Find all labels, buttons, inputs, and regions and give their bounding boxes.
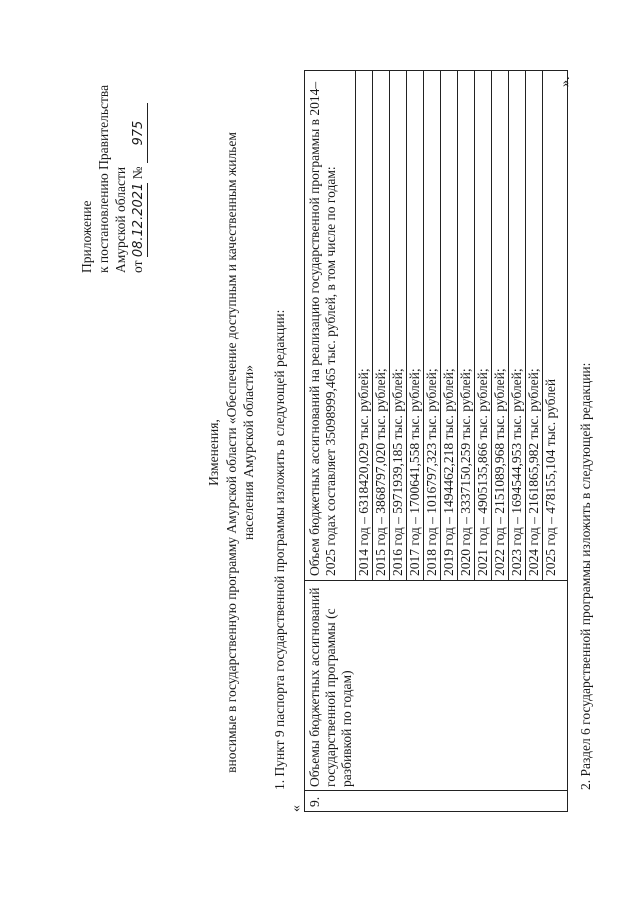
appendix-line-1: Приложение — [79, 200, 94, 273]
appendix-line-2: к постановлению Правительства — [96, 84, 111, 273]
year-row: 2018 год – 1016797,323 тыс. рублей; — [424, 368, 439, 576]
paragraph-1: 1. Пункт 9 паспорта государственной программы изложить в следующей редакции: — [272, 309, 287, 790]
row-name: Объемы бюджетных ассигнований государственной программы (с разбивкой по годам) — [307, 587, 354, 787]
year-row: 2017 год – 1700641,558 тыс. рублей; — [407, 368, 422, 576]
year-row: 2016 год – 5971939,185 тыс. рублей; — [390, 368, 405, 576]
document-subtitle-line-1: вносимые в государственную программу Амурской области «Обеспечение доступным и качественным жильем — [224, 132, 239, 773]
date-prefix: от — [130, 260, 145, 273]
appendix-line-3: Амурской области — [113, 166, 128, 273]
year-row: 2022 год – 2151089,968 тыс. рублей; — [492, 368, 507, 576]
number-prefix: № — [130, 166, 145, 180]
year-row: 2020 год – 3337150,259 тыс. рублей; — [458, 368, 473, 576]
year-row: 2025 год – 478155,104 тыс. рублей — [543, 378, 558, 576]
closing-quote: ». — [558, 76, 573, 87]
paragraph-2: 2. Раздел 6 государственной программы изложить в следующей редакции: — [578, 362, 593, 790]
date-value: 08.12.2021 — [131, 182, 146, 258]
year-row: 2024 год – 2161865,982 тыс. рублей; — [526, 368, 541, 576]
appendix-date-line — [129, 85, 148, 273]
year-row: 2023 год – 1694544,953 тыс. рублей; — [509, 368, 524, 576]
passport-table — [304, 70, 568, 812]
year-row: 2019 год – 1494462,218 тыс. рублей; — [441, 368, 456, 576]
number-value: 975 — [130, 103, 148, 163]
table-divider — [305, 580, 567, 581]
document-title: Изменения, — [206, 419, 221, 486]
appendix-block — [78, 85, 148, 273]
row-number: 9. — [307, 796, 322, 807]
table-divider — [305, 790, 567, 791]
opening-quote: « — [289, 805, 304, 812]
year-row: 2015 год – 3868797,020 тыс. рублей; — [373, 368, 388, 576]
year-row: 2021 год – 4905135,866 тыс. рублей; — [475, 368, 490, 576]
document-subtitle-line-2: населения Амурской области» — [241, 365, 256, 541]
funding-intro: Объем бюджетных ассигнований на реализацию государственной программы в 2014–2025 годах составляет 35098999,465 тыс. рублей, в том числе по годам: — [307, 81, 338, 576]
year-row: 2014 год – 6318420,029 тыс. рублей; — [356, 368, 371, 576]
